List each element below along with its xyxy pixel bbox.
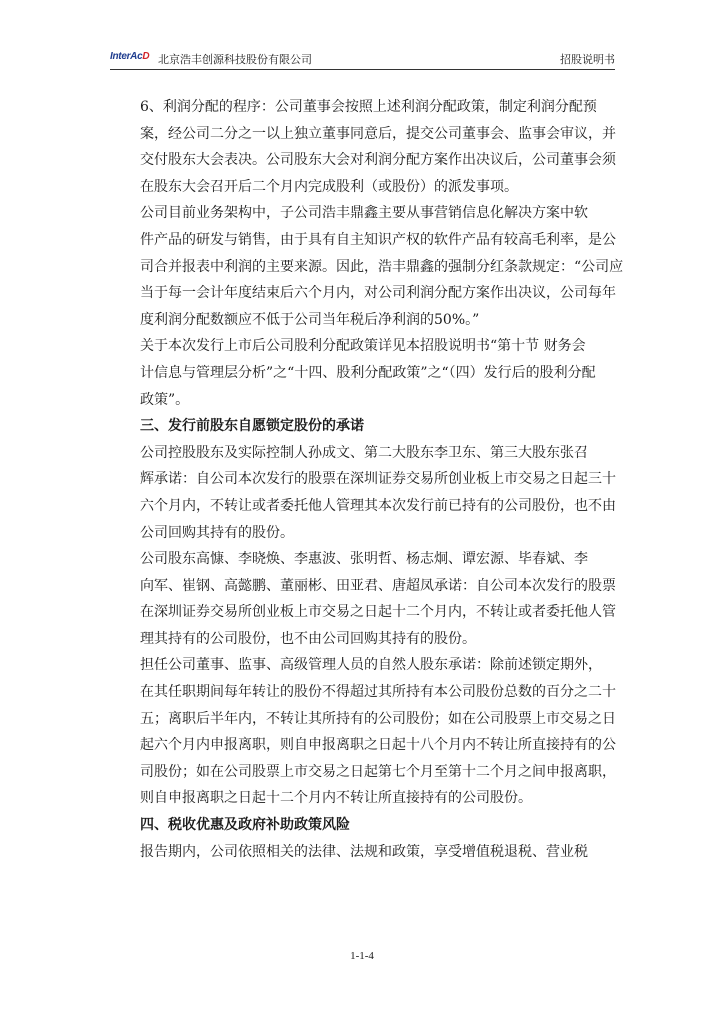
page-header [110,50,615,68]
text-line: 公司目前业务架构中，子公司浩丰鼎鑫主要从事营销信息化解决方案中软 [140,205,588,222]
section-heading-share-lockup [112,413,612,440]
paragraph-other-shareholders-commitment [112,546,616,652]
heading-text: 四、税收优惠及政府补助政策风险 [140,817,350,834]
text-line: 在深圳证券交易所创业板上市交易之日起十二个月内，不转让或者委托他人管 [140,604,616,621]
text-line: 起六个月内申报离职，则自申报离职之日起十八个月内不转让所直接持有的公 [140,737,616,754]
text-line: 当于每一会计年度结束后六个月内，对公司利润分配方案作出决议，公司每年 [140,285,616,302]
text-line: 公司股东高慷、李晓焕、李惠波、张明哲、杨志炯、谭宏源、毕春斌、李 [140,551,588,568]
document-type: 招股说明书 [560,53,615,66]
text-line: 司合并报表中利润的主要来源。因此，浩丰鼎鑫的强制分红条款规定：“公司应 [140,258,624,275]
text-line: 六个月内，不转让或者委托他人管理其本次发行前已持有的公司股份，也不由 [140,497,616,514]
text-line: 在其任职期间每年转让的股份不得超过其所持有本公司股份总数的百分之二十 [140,684,616,701]
header-divider [110,69,615,70]
logo-text-main: InterAc [110,51,143,62]
document-body [112,94,624,865]
paragraph-controlling-shareholder-commitment [112,440,616,546]
text-line: 向军、崔钢、高懿鹏、董丽彬、田亚君、唐超凤承诺：自公司本次发行的股票 [140,577,616,594]
company-name: 北京浩丰创源科技股份有限公司 [158,53,312,66]
company-logo [110,51,158,65]
text-line: 理其持有的公司股份，也不由公司回购其持有的股份。 [140,630,476,647]
paragraph-profit-distribution-procedure [112,94,616,200]
paragraph-subsidiary-dividend-clause [112,200,624,333]
text-line: 则自申报离职之日起十二个月内不转让所直接持有的公司股份。 [140,790,532,807]
text-line: 政策”。 [140,391,190,408]
heading-text: 三、发行前股东自愿锁定股份的承诺 [140,418,364,435]
text-line: 案，经公司二分之一以上独立董事同意后，提交公司董事会、监事会审议，并 [140,125,616,142]
page-number: 1-1-4 [350,950,374,962]
paragraph-executive-shareholders-commitment [112,652,616,812]
paragraph-dividend-policy-reference [112,333,612,413]
text-line: 五；离职后半年内，不转让其所持有的公司股份；如在公司股票上市交易之日 [140,710,616,727]
text-line: 计信息与管理层分析”之“十四、股利分配政策”之“（四）发行后的股利分配 [140,364,596,381]
text-line: 公司回购其持有的股份。 [140,524,294,541]
text-line: 担任公司董事、监事、高级管理人员的自然人股东承诺：除前述锁定期外， [140,657,602,674]
text-line: 公司控股股东及实际控制人孙成文、第二大股东李卫东、第三大股东张召 [140,444,588,461]
text-line: 辉承诺：自公司本次发行的股票在深圳证券交易所创业板上市交易之日起三十 [140,471,616,488]
text-line: 6、利润分配的程序：公司董事会按照上述利润分配政策，制定利润分配预 [140,99,597,115]
text-line: 在股东大会召开后二个月内完成股利（或股份）的派发事项。 [140,178,518,195]
section-heading-tax-risk [112,812,612,839]
text-line: 度利润分配数额应不低于公司当年税后净利润的50%。” [140,311,480,328]
text-line: 关于本次发行上市后公司股利分配政策详见本招股说明书“第十节 财务会 [140,338,586,355]
text-line: 件产品的研发与销售，由于具有自主知识产权的软件产品有较高毛利率，是公 [140,231,616,248]
text-line: 报告期内，公司依照相关的法律、法规和政策，享受增值税退税、营业税 [140,843,588,860]
text-line: 司股份；如在公司股票上市交易之日起第七个月至第十二个月之间申报离职， [140,763,616,780]
logo-text-accent: D [142,51,150,62]
paragraph-tax-incentives [112,839,612,866]
text-line: 交付股东大会表决。公司股东大会对利润分配方案作出决议后，公司董事会须 [140,152,616,169]
